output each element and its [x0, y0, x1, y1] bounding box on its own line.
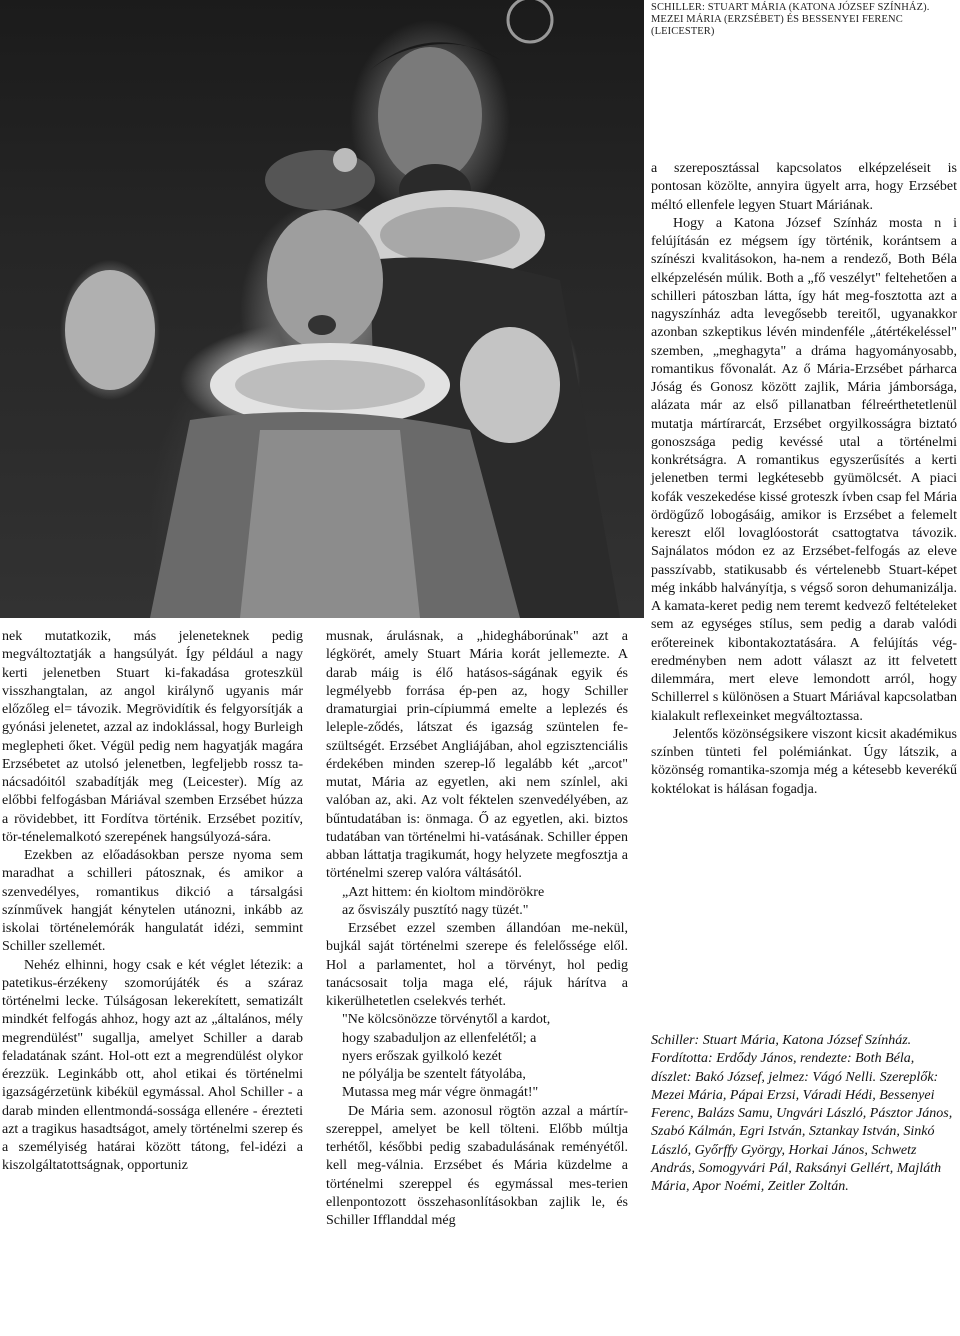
paragraph: Ezekben az előadásokban persze nyoma sem maradhat a schilleri pátosznak, és amikor a szenvedélyes, romantikus dikció a társalgási színművek hangját kénytelen utánozni, inkább az iskolai történelemórák hangulatát idézi, semmint Schiller szellemét. — [2, 848, 303, 955]
paragraph: a szereposztással kapcsolatos elképzeléseit is pontosan közölte, annyira ügyelt arra, hogy Erzsébet méltó ellenfele legyen Stuart Máriának. — [651, 161, 957, 213]
stage-photo-illustration — [0, 0, 644, 618]
stage-photo — [0, 0, 644, 618]
article-column-2 — [326, 628, 628, 1230]
quote-line: nyers erőszak gyilkoló kezét — [342, 1048, 502, 1064]
quote-line: Mutassa meg már végre önmagát!" — [342, 1085, 539, 1101]
paragraph: Hogy a Katona József Színház mosta n i felújításán ez mégsem így történik, korántsem a színészi kvalitásokon, ha-nem a rendező, Both Béla elképzelésén múlik. Both a „fő veszélyt" feltehetően a schilleri pátoszban látta, így hát meg-fosztotta azt a nagyszínház adta levegősebb tereitől, ugyanakkor azonban szkeptikus lévén mindenféle „átértékeléssel" szemben, „meghagyta" a dráma hagyományosabb, romantikus fővonalát. Az ő Mária-Erzsébet párharca Jóság és Gonosz között zajlik, Mária jámborsága, alázata már az első pillanatban félreérthetetlenül mutatja mártírarcát, Erzsébet orgyilkosságra biztató gonoszsága pedig kevéssé utal a történelmi konkrétságra. A romantikus egyszerűsítés a kerti jelenetben termi legkétesebb gyümölcsét. A piaci kofák veszekedése kissé groteszk ívben csap fel Mária ördögűző lobogásáig, amikor is Erzsébet a felemelt kereszt elől lovaglóostorát csattogtatva távozik. Sajnálatos módon ez az Erzsébet-felfogás az eleve passzívabb, statikusabb és vértelenebb Stuart-képet még inkább halványítja, s végső soron dehumanizálja. A kamata-keret pedig nem teremt kedvező feltételeket sem az egységes stílus, sem pedig a darab valódi erőtereinek kibontakoztatására. A felújítás vég-eredményben nem adott választ az itt felvetett dilemmára, mert eleve lemondott arról, hogy Schillerrel s különösen a Stuart Máriával kapcsolatban kialakult reflexeinket megváltoztassa. — [651, 215, 957, 724]
paragraph: Nehéz elhinni, hogy csak e két véglet létezik: a patetikus-érzékeny szomorújáték és a száraz történelmi lecke. Túlságosan lekerekített, sematizált mindkét felfogás ahhoz, hogy azt az „általános, mély megrendülést" sugallja, amelyet Schiller a darab feladatának szánt. Hol-ott ezt a megrendülést olykor érezzük. Leginkább ott, ahol etikai és történelmi igazságérzetünk kibékül egymással. Ahol Schiller - a darab minden ellentmondá-sossága ellenére - érezteti azt a tragikus hasadtságot, amely történelmi szerep és a személyiség határai között tátong, fel-idézi a kiszolgáltatottságnak, opportuniz — [2, 957, 303, 1174]
paragraph: Jelentős közönségsikere viszont kicsit akadémikus színben tünteti fel polémiánkat. Úgy látszik, a közönség romantika-szomja még a kétesebb keverékű koktélokat is hálásan fogadja. — [651, 726, 957, 797]
quote-line: „Azt hittem: én kioltom mindörökre — [342, 884, 545, 900]
quote-line: hogy szabaduljon az ellenfelétől; a — [342, 1030, 537, 1046]
paragraph: nek mutatkozik, más jeleneteknek pedig megváltoztatják a hangsúlyát. Így például a nagy kerti jelenetben Stuart ki-fakadása groteszkül visszhangtalan, az angol királynő ugyanis már előzőleg el= távozik. Megrövidítik és felgyorsítják a gyónási jelenetet, azzal az indoklással, hogy Burleigh meglepheti őket. Végül pedig nem hagyatják magára Erzsébetet az utolsó jelenetben, legfeljebb rossz ta-nácsadóitól szabadítják meg (Leicester). Míg az előbbi felfogásban Máriával szemben Erzsébet húzza a rövidebbet, itt Fordítva történik. Erzsébet pozitív, tör-ténelemalkotó szerepének hangsúlyozá-sára. — [2, 629, 303, 845]
paragraph: De Mária sem. azonosul rögtön azzal a mártír-szereppel, amelyet be kell tölteni. Előbb múltja terhétől, későbbi pedig szabadulásának reményétől. kell meg-válnia. Erzsébet és Mária küzdelme a történelmi szereppel és egymással mes-terien ellenpontozott összehasonlításokban zajlik le, és Schiller Ifflanddal még — [326, 1103, 628, 1228]
production-credits: Schiller: Stuart Mária, Katona József Színház. Fordította: Erdődy János, rendezte: Both Béla, díszlet: Bakó József, jelmez: Vágó Nelli. Szereplők: Mezei Mária, Pápai Erzsi, Váradi Hédi, Bessenyei Ferenc, Balázs Samu, Ungvári László, Pásztor János, Szabó Kálmán, Egri István, Sztankay István, Sinkó László, Győrffy György, Horkai János, Schwetz András, Somogyvári Pál, Raksányi Gellért, Majláth Mária, Apor Noémi, Zeitler Zoltán. — [651, 1033, 953, 1194]
quote-line: az ősviszály pusztító nagy tüzét." — [342, 902, 529, 918]
article-column-1 — [2, 628, 303, 1176]
article-column-3 — [651, 160, 957, 799]
paragraph: musnak, árulásnak, a „hidegháborúnak" azt a légkörét, amely Stuart Mária korát jellemezte. A darab máig is élő hatásos-ságának egyik és legmélyebb forrása ép-pen az, hogy Schiller dramaturgiai prin-cípiummá emelte a leplezés és leleple-ződés, látszat és igazság szüntelen fe-szültségét. Erzsébet Angliájában, ahol egzisztenciális érdekében minden szerep-lő legalább két „arcot" mutat, Mária az egyetlen, aki nem színlel, aki valóban az, aki. Az volt féktelen szenvedélyében, az bűntudatában is: önmaga. Ő az egyetlen, aki. biztos tudatában van történelmi hi-vatásának. Schiller éppen abban láttatja tragikumát, hogy helyzete megfosztja a történelmi szerep valóra váltásától. — [326, 629, 628, 882]
quote-line: ne pólyálja be szentelt fátyolába, — [342, 1067, 526, 1082]
quote-line: "Ne kölcsönözze törvénytől a kardot, — [342, 1012, 551, 1028]
paragraph: Erzsébet ezzel szemben állandóan me-nekül, bujkál saját történelmi szerepe és felelőssége elől. Hol a parlamentet, hol a törvényt, hol pedig tanácsosait tolja maga elé, rájuk hárítva a kikerülhetetlen cselekvés terhét. — [326, 921, 628, 1009]
photo-caption: SCHILLER: STUART MÁRIA (KATONA JÓZSEF SZÍNHÁZ). MEZEI MÁRIA (ERZSÉBET) ÉS BESSENYEI FERENC (LEICESTER) — [651, 2, 930, 37]
